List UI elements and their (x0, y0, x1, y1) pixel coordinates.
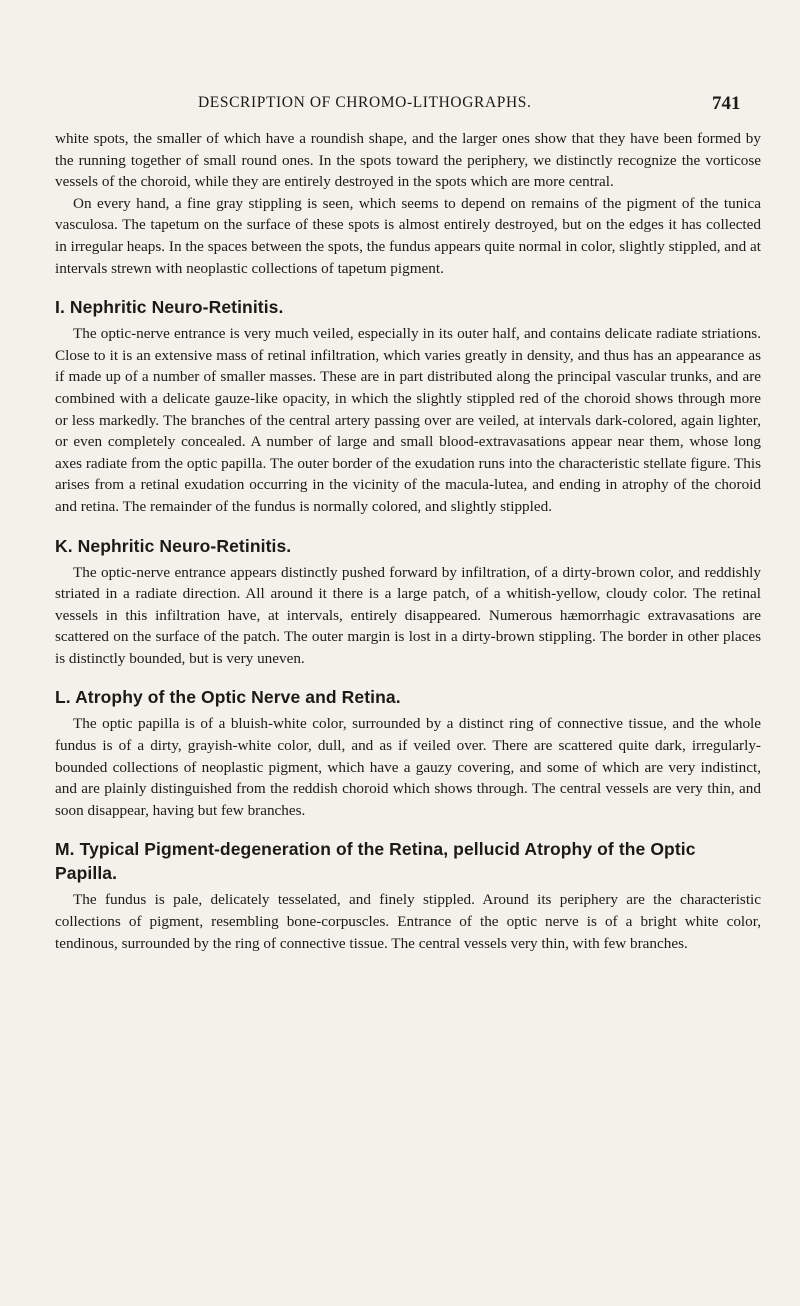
intro-paragraph-1: white spots, the smaller of which have a roundish shape, and the larger ones show that they have been formed by the running together of small round ones. In the spots toward the periphery, we distinctly recognize the vorticose vessels of the choroid, while they are entirely destroyed in the spots which are more central. (55, 130, 761, 191)
page-number: 741 (712, 93, 741, 114)
intro-paragraph-2: On every hand, a fine gray stippling is seen, which seems to depend on remains of the pigment of the tunica vasculosa. The tapetum on the surface of these spots is almost entirely destroyed, but on the edges it has collected in irregular heaps. In the spaces between the spots, the fundus appears quite normal in color, slightly stippled, and at intervals strewn with neoplastic collections of tapetum pigment. (55, 194, 761, 277)
section-i-heading: I. Nephritic Neuro-Retinitis. (55, 297, 284, 318)
running-title: DESCRIPTION OF CHROMO-LITHOGRAPHS. (198, 94, 532, 111)
page-body (55, 128, 761, 954)
section-k-heading: K. Nephritic Neuro-Retinitis. (55, 535, 292, 556)
running-head (0, 94, 800, 118)
section-i-text: The optic-nerve entrance is very much veiled, especially in its outer half, and contains delicate radiate striations. Close to it is an extensive mass of retinal infiltration, which varies greatly in density, and thus has an appearance as if made up of a number of smaller masses. These are in part distributed along the principal vascular trunks, and are combined with a delicate gauze-like opacity, in which the slightly stippled red of the choroid shows through more or less markedly. The branches of the central artery passing over are veiled, at intervals dark-colored, again lighter, or even completely concealed. A number of large and small blood-extravasations appear near them, whose long axes radiate from the optic papilla. The outer border of the exudation runs into the characteristic stellate figure. This arises from a retinal exudation occurring in the vicinity of the macula-lutea, and ending in atrophy of the choroid and retina. The remainder of the fundus is normally colored, and slightly stippled. (55, 325, 761, 515)
section-l-text: The optic papilla is of a bluish-white color, surrounded by a distinct ring of connective tissue, and the whole fundus is of a dirty, grayish-white color, dull, and as if veiled over. There are scattered quite dark, irregularly-bounded collections of neoplastic pigment, which have a gauzy covering, and some of which are very indistinct, and are plainly distinguished from the reddish choroid which shows through. The central vessels are very thin, and soon disappear, having but few branches. (55, 715, 761, 819)
section-m-heading: M. Typical Pigment-degeneration of the Retina, pellucid Atrophy of the Optic Papilla. (55, 839, 696, 884)
section-m-text: The fundus is pale, delicately tesselated, and finely stippled. Around its periphery are the characteristic collections of pigment, resembling bone-corpuscles. Entrance of the optic nerve is of a bright white color, tendinous, surrounded by the ring of connective tissue. The central vessels very thin, with few branches. (55, 891, 761, 952)
section-k-text: The optic-nerve entrance appears distinctly pushed forward by infiltration, of a dirty-brown color, and reddishly striated in a radiate direction. All around it there is a large patch, of a whitish-yellow, cloudy color. The retinal vessels in this infiltration have, at intervals, entirely disappeared. Numerous hæmorrhagic extravasations are scattered on the surface of the patch. The outer margin is lost in a dirty-brown stippling. The border in other places is distinctly bounded, but is very uneven. (55, 563, 761, 667)
section-l-heading: L. Atrophy of the Optic Nerve and Retina. (55, 687, 401, 708)
